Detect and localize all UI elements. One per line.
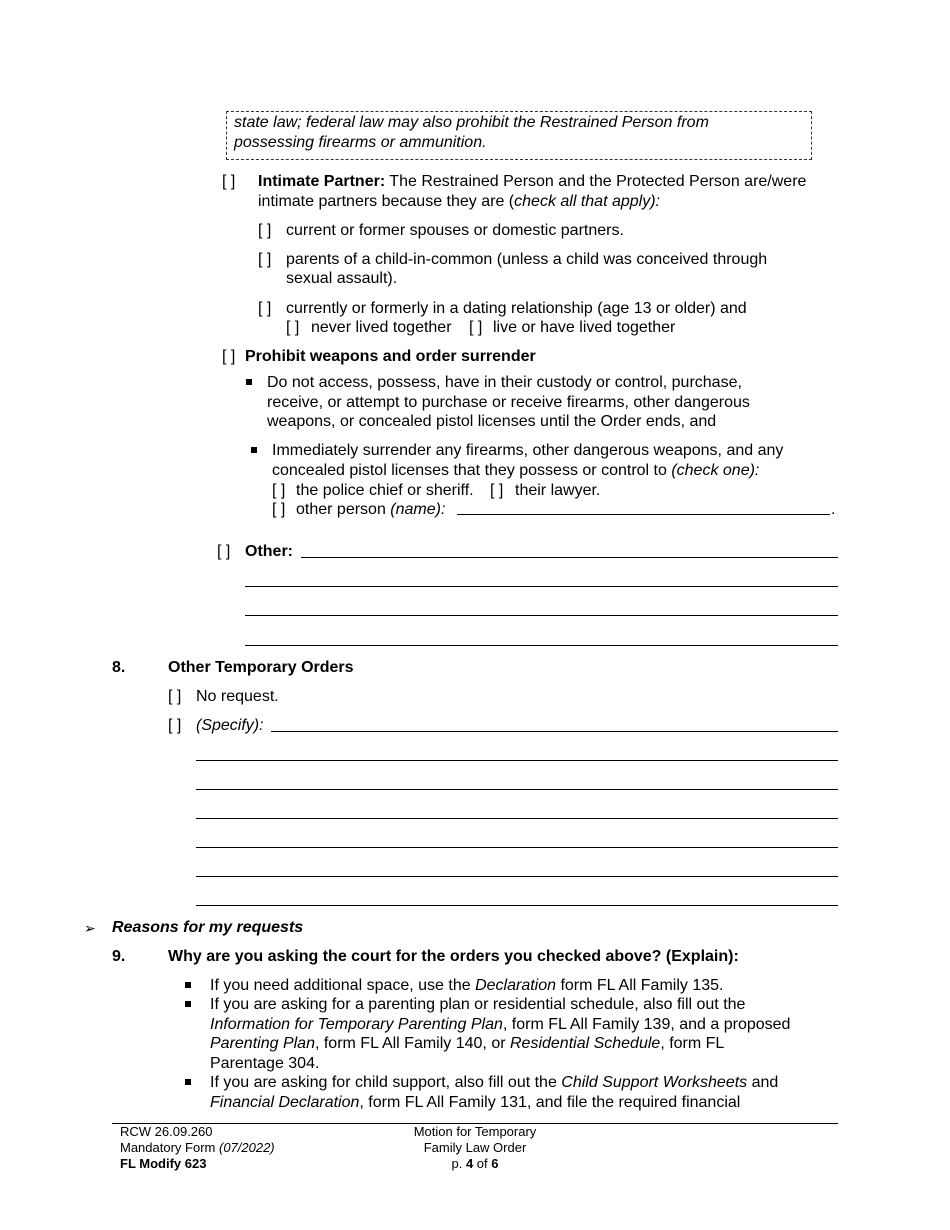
- s9-bullet-3-line-2: [210, 1093, 740, 1113]
- other-label: Other:: [245, 543, 293, 560]
- never-lived-together-checkbox[interactable]: [ ]: [286, 319, 300, 336]
- parenting-plan-form-name: Parenting Plan: [210, 1035, 315, 1052]
- s9-b2-text-3: , form FL: [660, 1035, 725, 1052]
- period: .: [831, 501, 836, 518]
- check-all-note: check all that apply):: [514, 193, 660, 210]
- section-9-number: 9.: [112, 948, 126, 965]
- other-input-line[interactable]: [245, 615, 838, 616]
- section-8-number: 8.: [112, 659, 126, 676]
- police-chief-label: the police chief or sheriff.: [296, 482, 474, 499]
- other-person-name-field[interactable]: [457, 514, 830, 515]
- s9-b3-text-2: and: [747, 1074, 779, 1091]
- s9-bullet-2-line-2: [210, 1015, 790, 1035]
- specify-label: (Specify):: [196, 717, 264, 734]
- bullet-square-icon: [246, 379, 252, 385]
- surrender-text: concealed pistol licenses that they possess or control to: [272, 462, 672, 479]
- intimate-partner-line-1: [258, 172, 806, 192]
- s9-bullet-2-line-3: [210, 1034, 724, 1054]
- s9-bullet-2-line-4: Parentage 304.: [210, 1055, 320, 1072]
- no-request-checkbox[interactable]: [ ]: [168, 688, 182, 705]
- temp-parenting-plan-form-name: Information for Temporary Parenting Plan: [210, 1016, 503, 1033]
- bullet-square-icon: [251, 447, 257, 453]
- police-chief-checkbox[interactable]: [ ]: [272, 482, 286, 499]
- intimate-partner-title: Intimate Partner:: [258, 173, 386, 190]
- page-of: of: [473, 1156, 492, 1171]
- residential-schedule-form-name: Residential Schedule: [509, 1035, 661, 1052]
- child-in-common-checkbox[interactable]: [ ]: [258, 251, 272, 268]
- section-8-title: Other Temporary Orders: [168, 659, 354, 676]
- weapons-bullet-2-line-2: [272, 461, 759, 481]
- lived-together-checkbox[interactable]: [ ]: [469, 319, 483, 336]
- s9-bullet-3-line-1: [210, 1073, 778, 1093]
- bullet-square-icon: [185, 982, 191, 988]
- s9-b2-text-2: , form FL All Family 140, or: [314, 1035, 510, 1052]
- no-request-label: No request.: [196, 688, 279, 705]
- prohibit-weapons-checkbox[interactable]: [ ]: [222, 348, 236, 365]
- form-date: (07/2022): [218, 1140, 275, 1155]
- specify-input-line[interactable]: [196, 847, 838, 848]
- financial-declaration-form-name: Financial Declaration: [210, 1094, 360, 1111]
- specify-input-line[interactable]: [196, 760, 838, 761]
- s9-b3-text-3: , form FL All Family 131, and file the required financial: [359, 1094, 741, 1111]
- check-one-note: (check one):: [671, 462, 760, 479]
- lived-together-label: live or have lived together: [493, 319, 676, 336]
- reasons-heading: Reasons for my requests: [112, 919, 304, 936]
- other-person-text: other person: [296, 501, 391, 518]
- child-in-common-label-2: sexual assault).: [286, 270, 398, 287]
- specify-input-line[interactable]: [196, 905, 838, 906]
- arrow-bullet-icon: ➢: [84, 920, 96, 936]
- weapons-bullet-1-line-1: Do not access, possess, have in their custody or control, purchase,: [267, 374, 742, 391]
- spouses-checkbox[interactable]: [ ]: [258, 222, 272, 239]
- footer-form-id: FL Modify 623: [120, 1156, 207, 1171]
- section-9-title: Why are you asking the court for the orders you checked above? (Explain):: [168, 948, 739, 965]
- worksheets-form-name: Child Support Worksheets: [561, 1074, 748, 1091]
- spouses-label: current or former spouses or domestic partners.: [286, 222, 624, 239]
- footer-page-number: [384, 1156, 566, 1172]
- footer-rcw: RCW 26.09.260: [120, 1124, 213, 1139]
- specify-input-line[interactable]: [196, 876, 838, 877]
- bullet-square-icon: [185, 1001, 191, 1007]
- other-input-line[interactable]: [301, 557, 838, 558]
- lawyer-checkbox[interactable]: [ ]: [490, 482, 504, 499]
- lawyer-label: their lawyer.: [515, 482, 601, 499]
- footer-mandatory: [120, 1140, 275, 1156]
- dating-relationship-label: currently or formerly in a dating relationship (age 13 or older) and: [286, 300, 747, 317]
- other-person-checkbox[interactable]: [ ]: [272, 501, 286, 518]
- specify-checkbox[interactable]: [ ]: [168, 717, 182, 734]
- notice-line-1: state law; federal law may also prohibit the Restrained Person from: [234, 114, 709, 131]
- footer-title-2: Family Law Order: [423, 1140, 527, 1155]
- intimate-partner-line-2: [258, 192, 660, 212]
- child-in-common-label-1: parents of a child-in-common (unless a child was conceived through: [286, 251, 768, 268]
- s9-bullet-1: [210, 976, 723, 996]
- dating-relationship-checkbox[interactable]: [ ]: [258, 300, 272, 317]
- s9-b3-text: If you are asking for child support, also fill out the: [210, 1074, 562, 1091]
- specify-input-line[interactable]: [196, 789, 838, 790]
- page-prefix: p.: [451, 1156, 466, 1171]
- mandatory-label: Mandatory Form: [120, 1140, 219, 1155]
- intimate-partner-checkbox[interactable]: [ ]: [222, 173, 236, 190]
- s9-b1-text-end: form FL All Family 135.: [556, 977, 724, 994]
- other-input-line[interactable]: [245, 645, 838, 646]
- total-pages: 6: [491, 1156, 499, 1171]
- s9-b2-text: , form FL All Family 139, and a proposed: [502, 1016, 791, 1033]
- other-person-label: [296, 500, 445, 520]
- weapons-bullet-1-line-3: weapons, or concealed pistol licenses until the Order ends, and: [267, 413, 717, 430]
- name-note: (name):: [390, 501, 446, 518]
- weapons-bullet-1-line-2: receive, or attempt to purchase or receive firearms, other dangerous: [267, 394, 750, 411]
- footer-title-1: Motion for Temporary: [413, 1124, 537, 1139]
- never-lived-together-label: never lived together: [311, 319, 452, 336]
- specify-input-line[interactable]: [196, 818, 838, 819]
- specify-input-line[interactable]: [271, 731, 838, 732]
- declaration-form-name: Declaration: [475, 977, 557, 994]
- bullet-square-icon: [185, 1079, 191, 1085]
- other-input-line[interactable]: [245, 586, 838, 587]
- s9-b1-text: If you need additional space, use the: [210, 977, 476, 994]
- weapons-bullet-2-line-1: Immediately surrender any firearms, other dangerous weapons, and any: [272, 442, 784, 459]
- intimate-partner-text-2: intimate partners because they are (: [258, 193, 515, 210]
- prohibit-weapons-title: Prohibit weapons and order surrender: [245, 348, 536, 365]
- s9-bullet-2-line-1: If you are asking for a parenting plan or residential schedule, also fill out the: [210, 996, 746, 1013]
- current-page: 4: [465, 1156, 474, 1171]
- notice-line-2: possessing firearms or ammunition.: [234, 134, 487, 151]
- intimate-partner-text: The Restrained Person and the Protected Person are/were: [385, 173, 807, 190]
- other-checkbox[interactable]: [ ]: [217, 543, 231, 560]
